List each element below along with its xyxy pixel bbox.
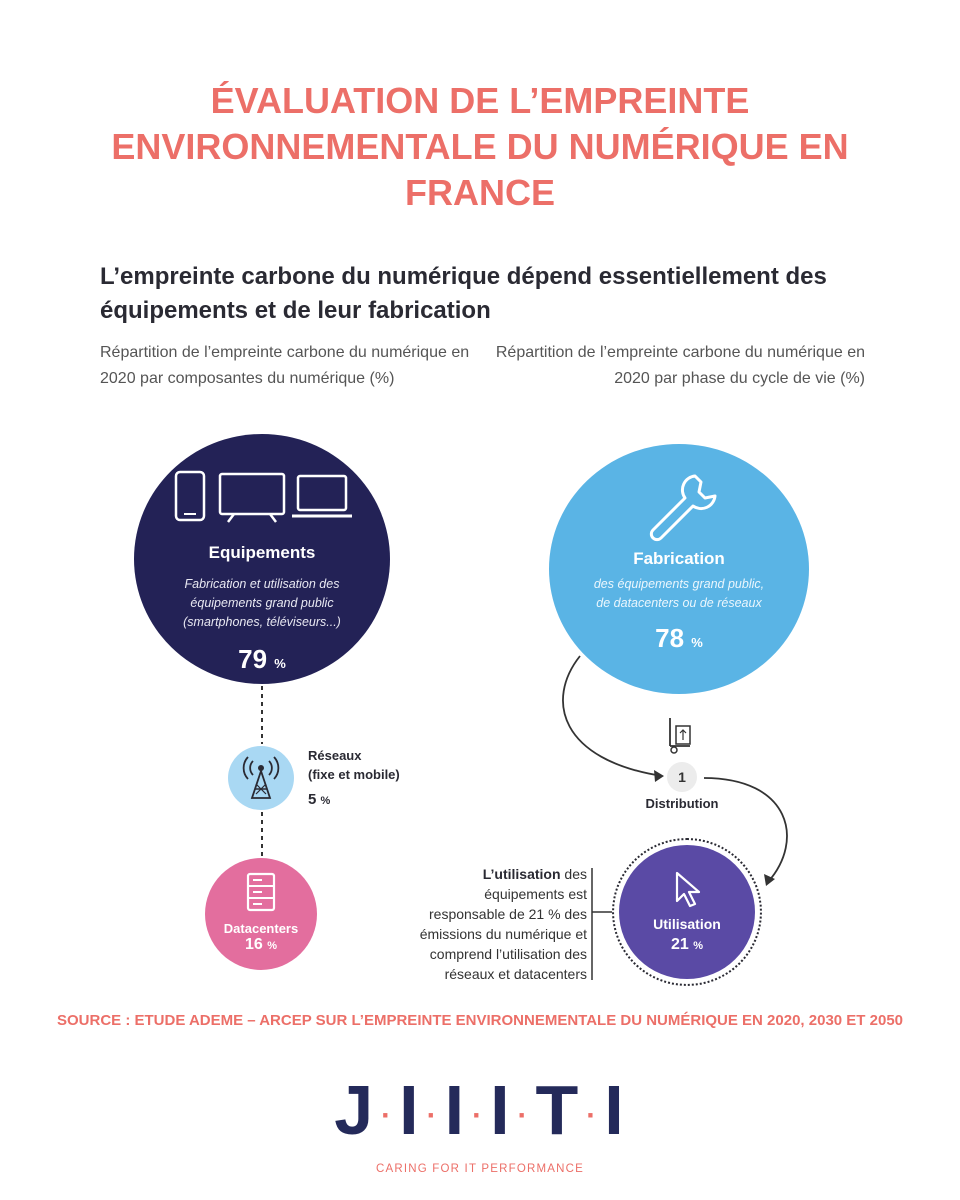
utilisation-value: 21 [670, 936, 689, 953]
smartphone-icon [176, 472, 204, 520]
reseaux-value: 5 [308, 791, 317, 808]
utilisation-title: Utilisation [653, 916, 721, 932]
utilisation-percentage [619, 936, 755, 954]
utilisation-note-line5: comprend l’utilisation des [429, 946, 587, 962]
antenna-icon [241, 756, 281, 800]
fabrication-desc-line2: de datacenters ou de réseaux [596, 596, 762, 610]
fabrication-title: Fabrication [633, 549, 725, 568]
source-citation: SOURCE : ETUDE ADEME – ARCEP SUR L’EMPREINTE ENVIRONNEMENTALE DU NUMÉRIQUE EN 2020, 2030 ET 2050 [56, 1012, 903, 1029]
reseaux-title: Réseaux [308, 748, 362, 763]
datacenters-unit: % [267, 940, 278, 952]
logo-letter-2: I [399, 1071, 421, 1149]
fabrication-unit: % [691, 635, 703, 650]
equipements-unit: % [274, 656, 286, 671]
equipements-desc-line3: (smartphones, téléviseurs...) [183, 615, 341, 629]
utilisation-note-line2: équipements est [484, 886, 587, 902]
utilisation-note-line4: émissions du numérique et [419, 926, 587, 942]
logo-letter-6: I [604, 1071, 626, 1149]
utilisation-note [385, 864, 587, 984]
logo-letter-3: I [444, 1071, 467, 1149]
left-caption: Répartition de l’empreinte carbone du numérique en 2020 par composantes du numérique (%) [100, 344, 470, 387]
utilisation-note-line6: réseaux et datacenters [444, 966, 587, 982]
reseaux-percentage [308, 790, 400, 811]
reseaux-subtitle: (fixe et mobile) [308, 767, 400, 782]
distribution-step-badge: 1 [667, 762, 697, 792]
chart-subtitle: L’empreinte carbone du numérique dépend essentiellement des équipements et de leur fabrication [100, 263, 827, 324]
main-title: ÉVALUATION DE L’EMPREINTE ENVIRONNEMENTALE DU NUMÉRIQUE EN FRANCE [111, 80, 849, 213]
logo-tagline: CARING FOR IT PERFORMANCE [375, 1163, 585, 1175]
fabrication-circle [549, 444, 809, 694]
wrench-icon [639, 464, 719, 544]
utilisation-circle [619, 845, 755, 979]
laptop-icon [298, 476, 346, 510]
equipements-title: Equipements [208, 543, 316, 562]
equipements-description [134, 575, 390, 632]
fabrication-description [549, 575, 809, 613]
equipements-percentage [134, 644, 390, 675]
cursor-icon [669, 869, 705, 909]
logo-letter-5: T [535, 1071, 581, 1149]
utilisation-note-line0 [385, 864, 587, 884]
equipements-value: 79 [238, 644, 268, 674]
reseaux-circle [228, 746, 294, 810]
reseaux-unit: % [320, 795, 331, 807]
fabrication-desc-line1: des équipements grand public, [593, 577, 765, 591]
jiiiti-logo: J ·I ·I ·I ·T ·I [334, 1071, 626, 1149]
equipements-desc-line1: Fabrication et utilisation des [184, 577, 340, 591]
datacenters-percentage [205, 936, 317, 954]
devices-icon [162, 468, 362, 528]
right-caption: Répartition de l’empreinte carbone du numérique en 2020 par phase du cycle de vie (%) [495, 344, 865, 387]
utilisation-note-line3: responsable de 21 % des [429, 906, 587, 922]
utilisation-note-line1: des [560, 866, 587, 882]
reseaux-label [308, 746, 400, 811]
arrow-head-1 [654, 770, 664, 782]
equipements-desc-line2: équipements grand public [190, 596, 334, 610]
fabrication-percentage [549, 623, 809, 654]
tv-icon [220, 474, 284, 514]
hand-truck-icon [666, 716, 696, 754]
datacenters-circle [205, 858, 317, 970]
datacenters-title: Datacenters [223, 921, 299, 936]
logo-letter-1: J [334, 1071, 376, 1149]
utilisation-note-bold: L’utilisation [482, 866, 561, 882]
equipements-circle [134, 434, 390, 684]
server-icon [246, 872, 276, 912]
fabrication-value: 78 [655, 623, 685, 653]
datacenters-value: 16 [244, 936, 263, 953]
utilisation-unit: % [693, 940, 704, 952]
logo-letter-4: I [490, 1071, 512, 1149]
distribution-label: Distribution [645, 796, 719, 811]
